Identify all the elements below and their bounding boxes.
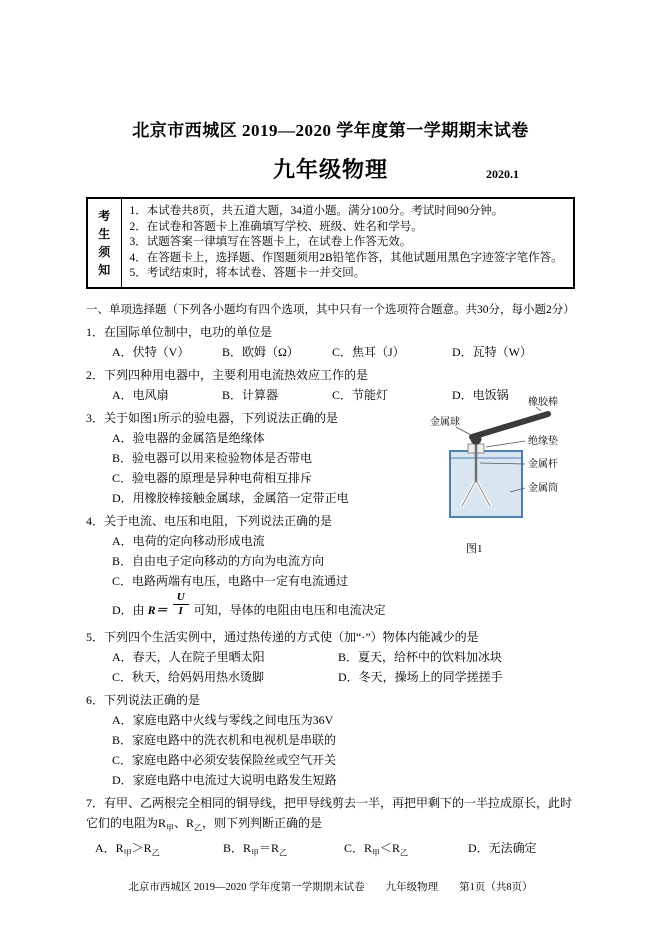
notice-item: 1．本试卷共8页，共五道大题，34道小题。满分100分。考试时间90分钟。 <box>129 205 504 217</box>
option: C．秋天，给妈妈用热水烫脚 <box>112 669 265 684</box>
subscript: 乙 <box>151 848 160 858</box>
notice-item: 4．在答题卡上，选择题、作图题须用2B铅笔作答，其他试题用黑色字迹签字笔作答。 <box>129 251 563 264</box>
figure-label-metal-can: 金属筒 <box>528 483 558 494</box>
leader-line <box>486 441 525 447</box>
figure-label-insulator: 绝缘垫 <box>528 436 558 447</box>
subscript: 甲 <box>251 848 260 858</box>
option-text: ＞R <box>131 840 152 855</box>
option-text: 可知，导体的电阻由电压和电流决定 <box>193 602 386 617</box>
option: C．电路两端有电压，电路中一定有电流通过 <box>112 573 349 588</box>
option: A．验电器的金属箔是绝缘体 <box>112 430 265 445</box>
question-4-stem: 4．关于电流、电压和电阻，下列说法正确的是 <box>86 513 333 528</box>
subam-subject-title: 九年级物理 <box>272 157 388 182</box>
option <box>112 591 575 624</box>
question-1-stem: 1．在国际单位制中，电功的单位是 <box>86 324 273 339</box>
subscript: 甲 <box>372 848 381 858</box>
question-1-options <box>86 342 575 362</box>
option <box>223 838 344 863</box>
metal-can-shape <box>450 451 522 517</box>
subscript: 乙 <box>400 848 409 858</box>
question-7-options <box>86 838 575 863</box>
stem-text: ，则下列判断正确的是 <box>202 815 323 830</box>
figure-1 <box>428 394 588 556</box>
option: C．家庭电路中必须安装保险丝或空气开关 <box>112 752 337 767</box>
option: A．电风扇 <box>112 387 169 402</box>
option-text: ＝R <box>259 840 280 855</box>
question-1 <box>86 322 575 362</box>
option: B．欧姆（Ω） <box>222 344 299 359</box>
option <box>95 838 223 863</box>
question-2-stem: 2．下列四种用电器中，主要利用电流热效应工作的是 <box>86 367 369 382</box>
option-text: D．由 <box>112 602 145 617</box>
notice-item: 3．试题答案一律填写在答题卡上，在试卷上作答无效。 <box>129 236 412 248</box>
fraction-numerator: U <box>173 591 189 605</box>
subject-row <box>86 153 575 185</box>
question-6 <box>86 690 575 790</box>
notice-box <box>86 197 575 289</box>
question-3-stem: 3．关于如图1所示的验电器，下列说法正确的是 <box>86 410 339 425</box>
notice-items <box>121 198 574 288</box>
electroscope-figure <box>428 394 588 534</box>
option-text: ＜R <box>380 840 401 855</box>
fraction-denominator: I <box>178 604 183 617</box>
section-heading: 一、单项选择题（下列各小题均有四个选项，其中只有一个选项符合题意。共30分，每小题2分） <box>86 303 575 316</box>
option: D．电饭锅 <box>452 387 509 402</box>
fraction <box>173 591 189 618</box>
notice-item: 5．考试结束时，将本试卷、答题卡一并交回。 <box>129 267 366 279</box>
option: B．自由电子定向移动的方向为电流方向 <box>112 553 325 568</box>
question-5-options <box>86 647 575 687</box>
option-text: C．R <box>344 840 373 855</box>
exam-title: 北京市西城区 2019—2020 学年度第一学期期末试卷 <box>132 121 529 140</box>
option: B．验电器可以用来检验物体是否带电 <box>112 450 313 465</box>
option: D．冬天，操场上的同学搓搓手 <box>338 669 503 684</box>
notice-item: 2．在试卷和答题卡上准确填写学校、班级、姓名和学号。 <box>129 220 423 233</box>
figure-label-metal-rod: 金属杆 <box>528 459 558 470</box>
figure-label-rubber-rod: 橡胶棒 <box>528 397 558 408</box>
rubber-rod-shape <box>472 414 548 437</box>
leader-line <box>456 427 471 435</box>
option-text: A．R <box>95 840 124 855</box>
question-5 <box>86 627 575 687</box>
page-footer: 北京市西城区 2019—2020 学年度第一学期期末试卷 九年级物理 第1页（共8页） <box>128 882 533 894</box>
subscript: 甲 <box>123 848 132 858</box>
option: B．夏天，给杯中的饮料加冰块 <box>338 649 503 664</box>
option: C．焦耳（J） <box>332 344 405 359</box>
question-6-stem: 6．下列说法正确的是 <box>86 692 201 707</box>
stem-text: 、R <box>174 815 195 830</box>
question-5-stem: 5．下列四个生活实例中，通过热传递的方式使（加“·”）物体内能减少的是 <box>86 629 479 644</box>
stem-text: 7．有甲、乙两根完全相同的铜导线，把甲导线剪去一半，再把甲剩下的一半拉成原长，此时它们的电阻为R <box>86 795 573 830</box>
option: D．家庭电路中电流过大说明电路发生短路 <box>112 772 337 787</box>
formula-lhs: R＝ <box>147 602 168 617</box>
question-7 <box>86 793 575 864</box>
subscript: 乙 <box>279 848 288 858</box>
option: B．家庭电路中的洗衣机和电视机是串联的 <box>112 732 337 747</box>
option: B．计算器 <box>222 387 279 402</box>
exam-date: 2020.1 <box>486 167 519 181</box>
subscript: 乙 <box>194 822 203 832</box>
option: D．用橡胶棒接触金属球，金属箔一定带正电 <box>112 490 349 505</box>
option: A．电荷的定向移动形成电流 <box>112 533 265 548</box>
option: D．无法确定 <box>468 840 537 855</box>
notice-label: 考生须知 <box>87 198 121 288</box>
option-text: B．R <box>223 840 252 855</box>
figure-caption: 图1 <box>466 543 483 555</box>
option: A．家庭电路中火线与零线之间电压为36V <box>112 712 334 727</box>
option: A．伏特（V） <box>112 344 190 359</box>
option: C．验电器的原理是异种电荷相互排斥 <box>112 470 313 485</box>
option: A．春天，人在院子里晒太阳 <box>112 649 265 664</box>
option <box>344 838 468 863</box>
question-7-stem <box>86 793 575 838</box>
figure-label-metal-ball: 金属球 <box>430 417 460 428</box>
option: D．瓦特（W） <box>452 344 532 359</box>
subscript: 甲 <box>166 822 175 832</box>
question-6-options <box>86 710 575 790</box>
option: C．节能灯 <box>332 387 389 402</box>
